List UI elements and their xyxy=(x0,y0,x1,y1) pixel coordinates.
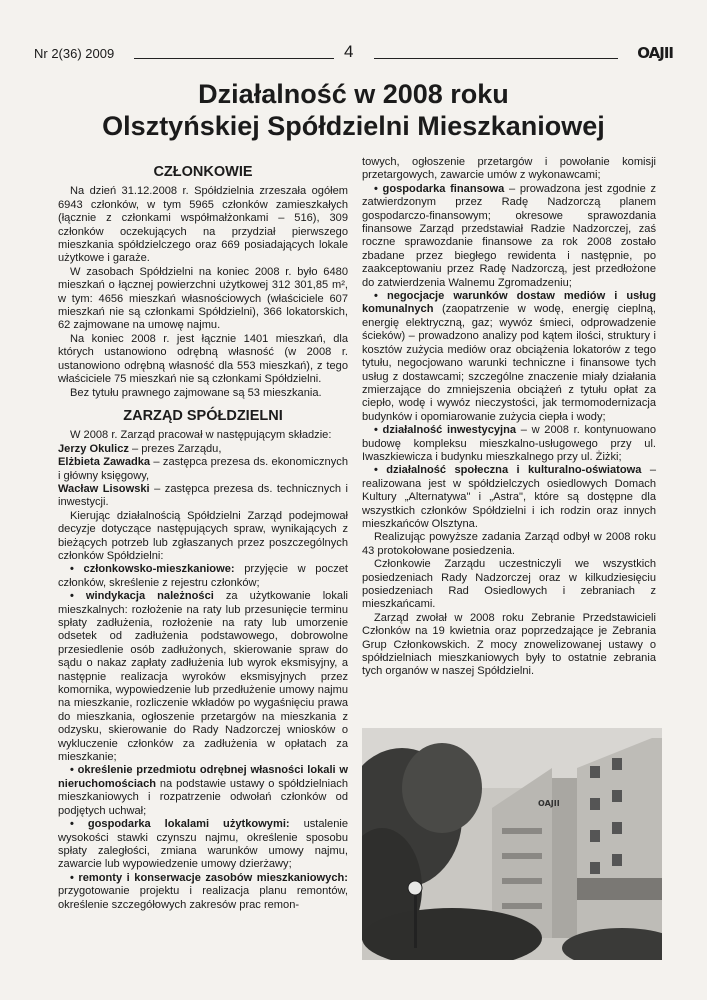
list-item-text: (zaopatrzenie w wodę, energię cieplną, energię elektryczną, gaz; wywóz śmieci, odprowadzenie ścieków) – prowadzono analizy pod kątem ilości, struktury i kosztów zużycia mediów oraz obciążenia lokatorów z tego tytułu, negocjowano warunki techniczne i finansowe tych usług z dostawcami; szczególne znaczenie miały działania zmierzające do zmniejszenia obciążeń z tytułu opłat za ciepło, wodę i wywóz nieczystości, jak termomodernizacja budynków i opomiarowanie zużycia ciepła i wody; xyxy=(362,303,656,423)
members-paragraph: Bez tytułu prawnego zajmowane są 53 mieszkania. xyxy=(70,386,322,399)
page-header xyxy=(34,42,673,66)
summary-paragraph: Członkowie Zarządu uczestniczyli we wszystkich posiedzeniach Rady Nadzorczej oraz w kilkudziesięciu posiedzeniach Rad Osiedlowych i zebraniach z mieszkańcami. xyxy=(362,558,656,611)
list-item xyxy=(58,818,348,872)
list-item-text: przygotowanie projektu i realizacja planu remontów, określenie szczegółowych zakresów prac remon- xyxy=(58,885,348,911)
list-item xyxy=(58,764,348,818)
building-sign: OAJII xyxy=(538,799,560,808)
continued-paragraph: towych, ogłoszenie przetargów i powołanie komisji przetargowych, zawarcie umów z wykonawcami; xyxy=(362,156,656,182)
list-item-label: • windykacja należności xyxy=(70,590,214,603)
list-item xyxy=(362,290,656,424)
board-lead-paragraph: Kierując działalnością Spółdzielni Zarząd podejmował decyzje dotyczące następujących spraw, wynikających z bieżących potrzeb lub zgłaszanych przez poszczególnych członków Spółdzielni: xyxy=(58,509,348,562)
header-rule-left xyxy=(134,58,334,59)
list-item-label: • gospodarka finansowa xyxy=(374,182,505,195)
summary-paragraph: Realizując powyższe zadania Zarząd odbył w 2008 roku 43 protokołowane posiedzenia. xyxy=(362,531,656,557)
title-line-1: Działalność w 2008 roku xyxy=(198,79,509,109)
members-paragraph: Na dzień 31.12.2008 r. Spółdzielnia zrzeszała ogółem 6943 członków, w tym 5965 członków zamieszkałych (łącznie z członkami współmałżonkami – 516), 309 członków oczekujących na przydział pierwszego mieszkania spółdzielczego oraz 669 posiadających lokale użytkowe i garaże. xyxy=(58,185,348,265)
list-item-text: ustalenie wysokości stawki czynszu najmu, określenie sposobu spłaty zaległości, zmiana warunków umowy najmu, zawarcie lub wypowiedzenie umowy dzierżawy; xyxy=(58,818,348,871)
list-item xyxy=(58,563,348,590)
list-item-text: na podstawie ustawy o spółdzielniach mieszkaniowych i rozpatrzenie odwołań członków od podjętych uchwał; xyxy=(58,777,348,817)
member-role: – zastępca prezesa ds. ekonomicznych i główny księgowy, xyxy=(58,456,348,482)
list-item-label: • członkowsko-mieszkaniowe: xyxy=(70,563,235,576)
list-item-label: • działalność inwestycyjna xyxy=(374,424,517,437)
building-photo-drawing xyxy=(362,728,662,960)
members-heading: CZŁONKOWIE xyxy=(153,164,253,180)
header-rule-right xyxy=(374,58,618,59)
list-item-text: przyjęcie w poczet członków, skreślenie z rejestru członków; xyxy=(58,563,348,589)
list-item-text: – realizowana jest w spółdzielczych osiedlowych Domach Kultury „Alternatywa" i „Astra", które są dostępne dla wszystkich członków Spółdzielni i ich rodzin oraz innych mieszkańców Olsztyna. xyxy=(362,464,656,530)
board-member xyxy=(58,456,348,483)
members-paragraph: Na koniec 2008 r. jest łącznie 1401 mieszkań, dla których ustanowiono odrębną własność (w 2008 r. ustanowiono odrębną własność dla 553 mieszkań), z tego właściciele 75 mieszkań nie są członkami Spółdzielni. xyxy=(58,332,348,386)
list-item-label: • remonty i konserwacje zasobów mieszkaniowych: xyxy=(70,871,348,884)
list-item xyxy=(58,872,348,912)
member-name: Jerzy Okulicz xyxy=(58,442,129,455)
board-member xyxy=(58,483,348,510)
members-paragraph: W zasobach Spółdzielni na koniec 2008 r. było 6480 mieszkań o łącznej powierzchni użytkowej 312 301,85 m², w tym: 4656 mieszkań własnościowych (właściciele 607 mieszkań nie są członkami Spółdzielni), 366 lokatorskich, 62 zajmowane na umowę najmu. xyxy=(58,265,348,332)
title-line-2: Olsztyńskiej Spółdzielni Mieszkaniowej xyxy=(102,111,605,141)
building-photo xyxy=(362,728,662,960)
list-item xyxy=(362,424,656,464)
list-item-label: • działalność społeczna i kulturalno-oświatowa xyxy=(374,464,642,477)
list-item-label: • negocjacje warunków dostaw mediów i usług komunalnych xyxy=(362,290,656,316)
list-item xyxy=(362,464,656,531)
list-item-label: • określenie przedmiotu odrębnej własności lokali w nieruchomościach xyxy=(58,764,348,790)
board-heading: ZARZĄD SPÓŁDZIELNI xyxy=(123,407,283,424)
list-item xyxy=(362,183,656,290)
member-name: Wacław Lisowski xyxy=(58,482,150,495)
issue-number: Nr 2(36) 2009 xyxy=(34,46,115,61)
summary-paragraph: Zarząd zwołał w 2008 roku Zebranie Przedstawicieli Członków na 19 kwietnia oraz poprzedzające je Zebrania Grup Członkowskich. Z mocy znowelizowanej ustawy o spółdzielniach mieszkaniowych były to ostatnie zebrania tych organów w naszej Spółdzielni. xyxy=(362,611,656,678)
page-number: 4 xyxy=(344,42,354,61)
member-role: – zastępca prezesa ds. technicznych i inwestycji. xyxy=(58,482,348,509)
member-name: Elżbieta Zawadka xyxy=(58,456,151,469)
member-role: – prezes Zarządu, xyxy=(128,442,222,455)
list-item-text: – w 2008 r. kontynuowano budowę kompleksu mieszkalno-usługowego przy ul. Iwaszkiewicza i budynku mieszkalnego przy ul. Żiżki; xyxy=(362,424,656,463)
article-title xyxy=(0,78,707,142)
right-column xyxy=(362,156,656,679)
list-item-label: • gospodarka lokalami użytkowymi: xyxy=(70,818,290,831)
list-item xyxy=(58,590,348,764)
board-intro: W 2008 r. Zarząd pracował w następującym składzie: xyxy=(70,429,332,442)
publisher-logo: OAJII xyxy=(637,44,673,62)
list-item-text: – prowadzona jest zgodnie z zatwierdzonym przez Radę Nadzorczą planem gospodarczo-finansowym; okresowe sprawozdania finansowe Zarząd przedstawiał Radzie Nadzorczej, zaś roczne sprawozdanie finansowe za rok 2008 zostało zbadane przez biegłego rewidenta i następnie, po zaakceptowaniu przez Radę Nadzorczą, jest przedłożone do zatwierdzenia Walnemu Zgromadzeniu; xyxy=(362,182,656,289)
board-member xyxy=(58,443,348,456)
left-column xyxy=(58,160,348,912)
list-item-text: za użytkowanie lokali mieszkalnych: rozłożenie na raty lub przesunięcie terminu spłaty zadłużenia, rozłożenie na raty lub umorzenie odsetek od zadłużenia podstawowego, dobrowolne przesiedlenie osób zadłużonych, skierowanie spraw do sądu o nakaz zapłaty zadłużenia lub wyrok eksmisyjny, a następnie realizacja wyroków eksmisyjnych przez komornika, wypowiedzenie lub przedłużenie umowy najmu na mieszkanie, rozliczenie wkładów po wygaśnięciu prawa do mieszkania, ogłoszenie przetargów na mieszkania z odzysku, skierowanie do Rady Nadzorczej wniosków o wykluczenie członków za zadłużenia w opłatach za mieszkanie; xyxy=(58,590,348,764)
